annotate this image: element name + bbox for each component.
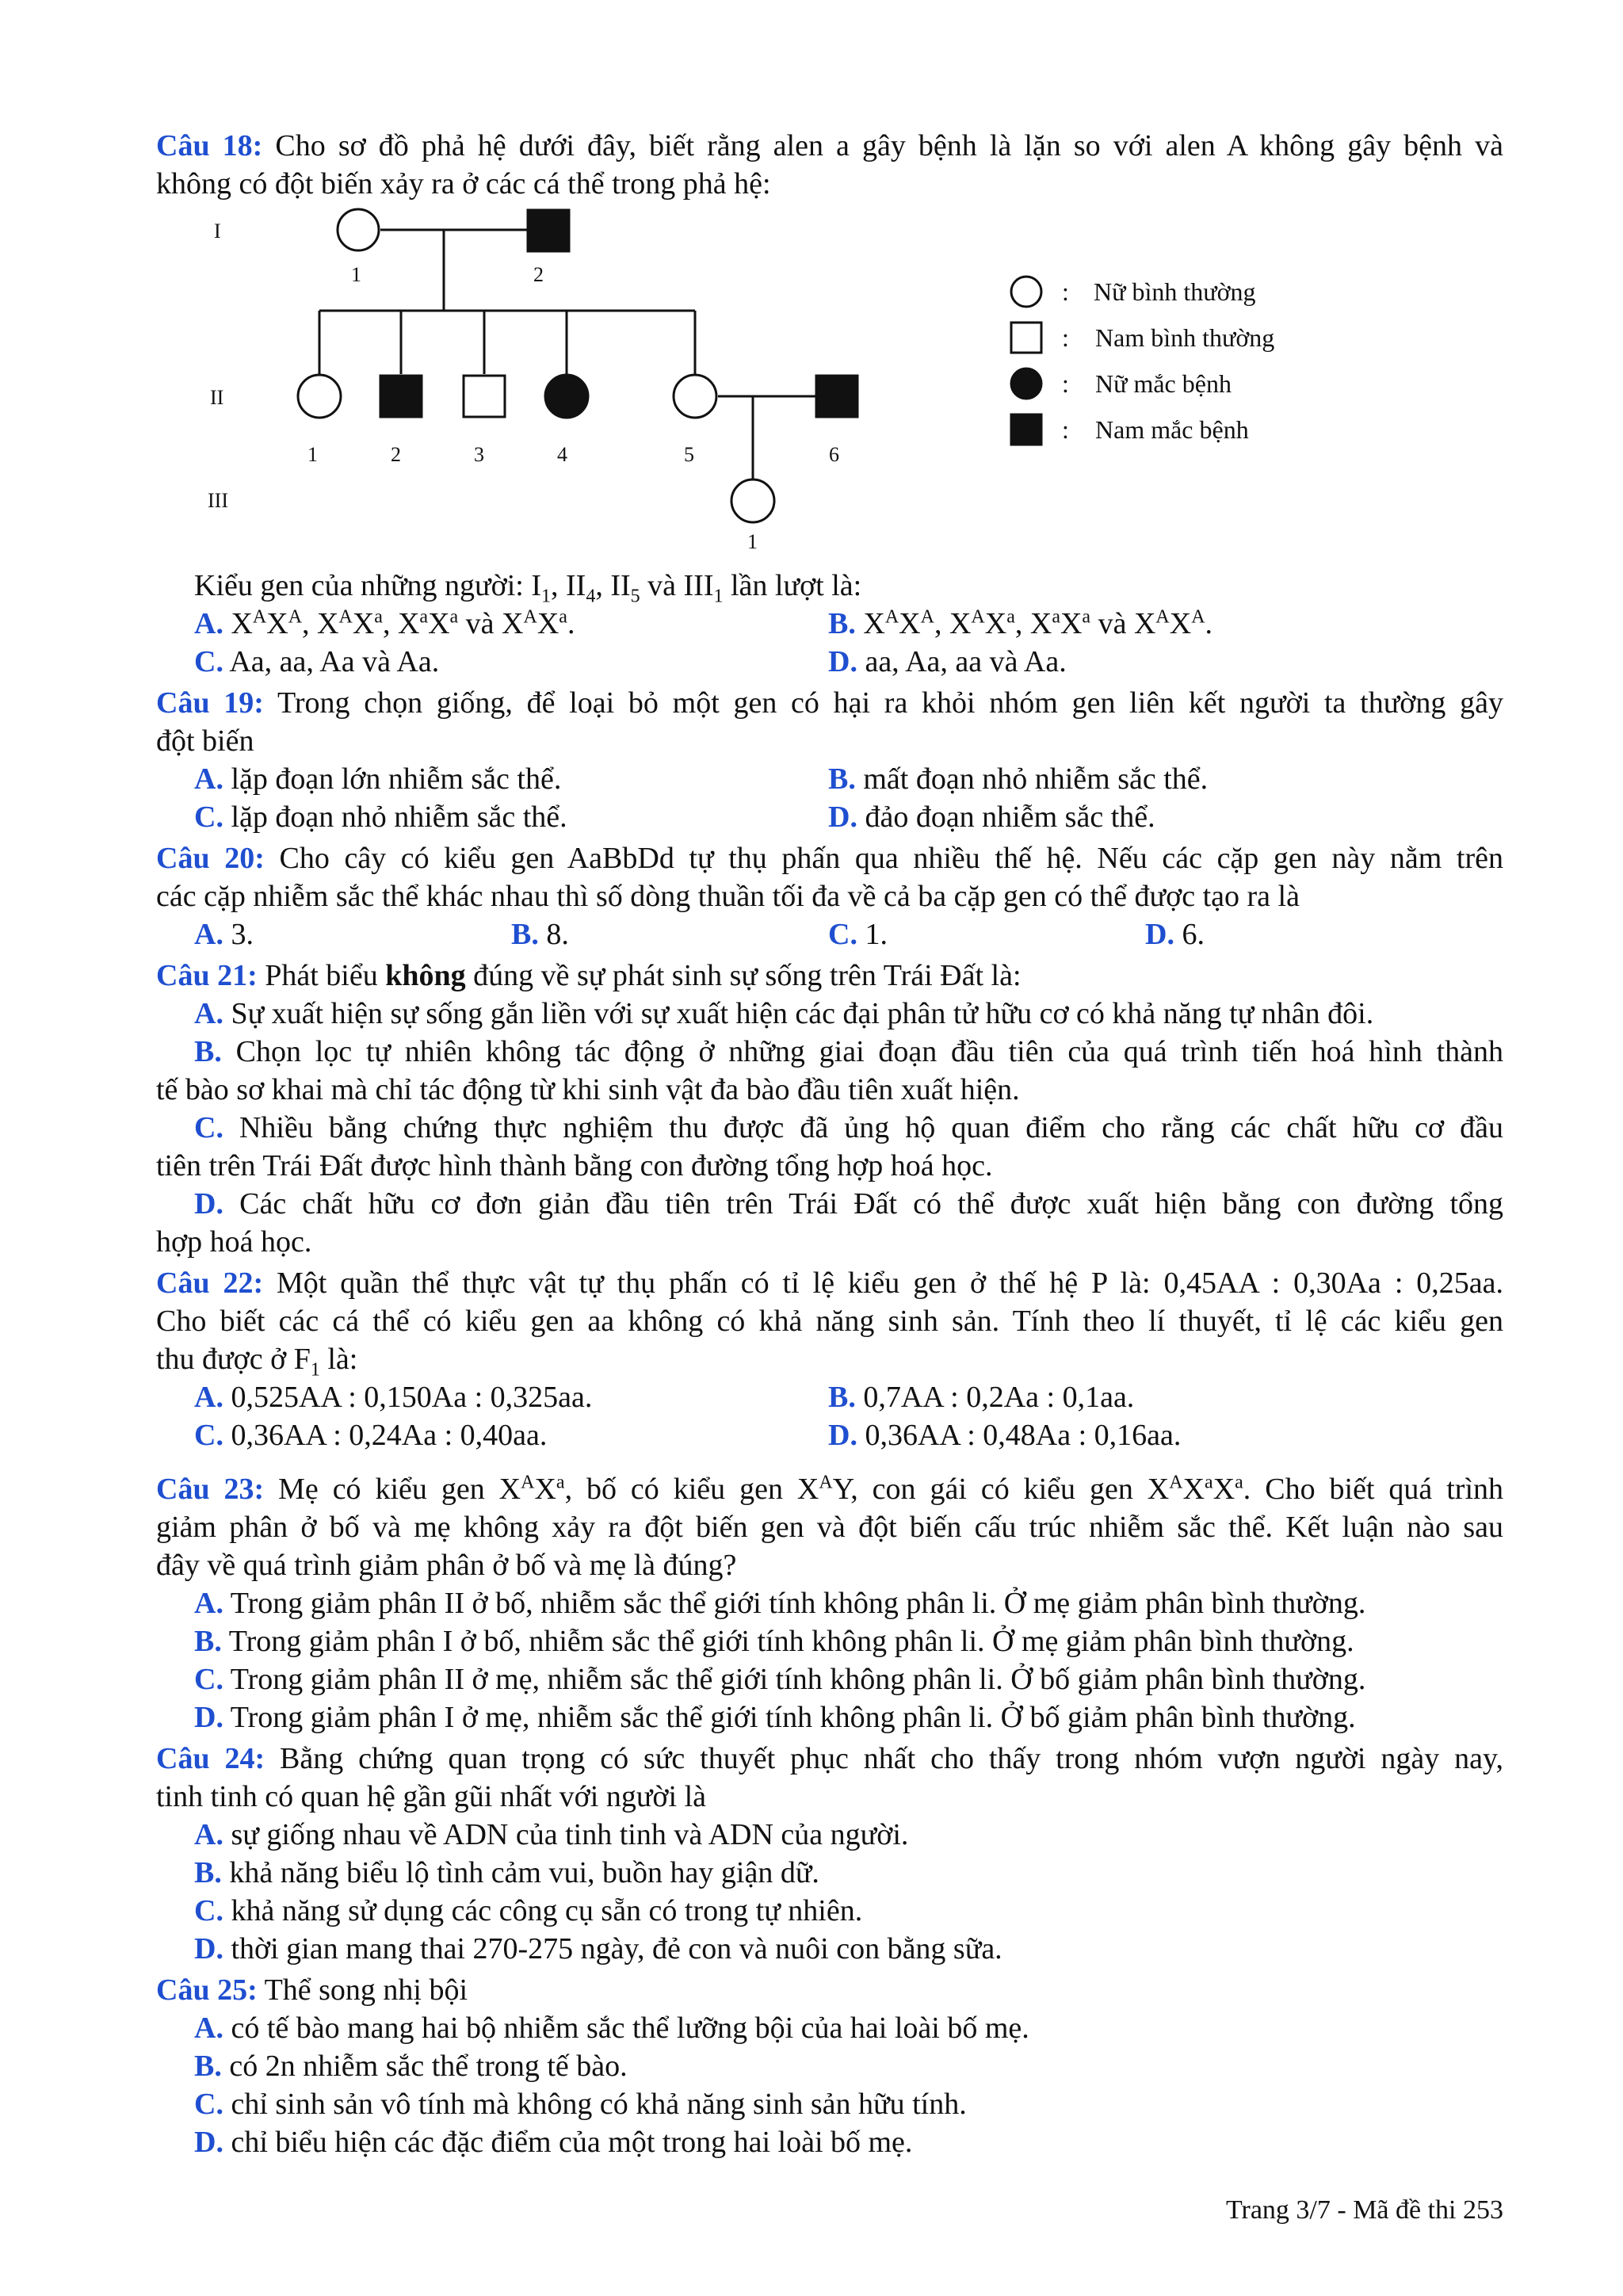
gen2-3-male-normal <box>464 376 505 417</box>
q18-text1: Cho sơ đồ phả hệ dưới đây, biết rằng alen a gây bệnh là lặn so với alen A không gây bệnh và <box>275 129 1503 162</box>
option-letter: C. <box>828 918 857 951</box>
q22-line3-sub: 1 <box>310 1359 320 1381</box>
legend-colon-4: : <box>1062 415 1069 444</box>
option-text: Trong giảm phân I ở mẹ, nhiễm sắc thể giới tính không phân li. Ở bố giảm phân bình thường. <box>230 1701 1356 1734</box>
gen2-5-female-normal <box>674 375 716 418</box>
option-text: 6. <box>1182 918 1205 951</box>
option-letter: C. <box>194 1419 223 1452</box>
legend-male-normal: Nam bình thường <box>1095 323 1275 352</box>
q18-stem-p5: lần lượt là: <box>723 569 862 602</box>
option-text: 0,7AA : 0,2Aa : 0,1aa. <box>863 1381 1135 1414</box>
option-letter: A. <box>194 1818 223 1851</box>
num-II5: 5 <box>684 443 694 466</box>
q20-option-a[interactable] <box>194 915 254 953</box>
option-text: Trong giảm phân II ở bố, nhiễm sắc thể giới tính không phân li. Ở mẹ giảm phân bình thường. <box>230 1587 1366 1620</box>
q23-line2: giảm phân ở bố và mẹ không xảy ra đột biến gen và đột biến cấu trúc nhiễm sắc thể. Kết luận nào sau <box>156 1511 1503 1544</box>
option-text: lặp đoạn nhỏ nhiễm sắc thể. <box>231 800 567 834</box>
option-letter: B. <box>194 2050 222 2083</box>
num-II1: 1 <box>307 443 318 466</box>
q19-option-b[interactable] <box>828 760 1208 798</box>
q21-option-b[interactable] <box>194 1033 1503 1071</box>
q19-line1 <box>156 684 1503 722</box>
q25-line1 <box>156 1971 1503 2009</box>
option-letter: C. <box>194 1663 223 1696</box>
q19-option-d[interactable] <box>828 798 1155 836</box>
q18-stem-s1: 1 <box>541 586 552 607</box>
q25-option-b[interactable] <box>194 2047 1503 2085</box>
option-text: Sự xuất hiện sự sống gắn liền với sự xuất hiện các đại phân tử hữu cơ có khả năng tự nhân đôi. <box>231 997 1374 1030</box>
q22-option-d[interactable] <box>828 1416 1181 1454</box>
option-letter: A. <box>194 918 223 951</box>
q21-post: đúng về sự phát sinh sự sống trên Trái Đất là: <box>473 959 1022 992</box>
option-letter: B. <box>828 762 856 796</box>
option-letter: D. <box>1145 918 1174 951</box>
q19-line2: đột biến <box>156 724 254 758</box>
option-text: khả năng sử dụng các công cụ sẵn có trong tự nhiên. <box>231 1894 863 1927</box>
option-text: mất đoạn nhỏ nhiễm sắc thể. <box>863 762 1209 796</box>
legend-colon-2: : <box>1062 323 1069 352</box>
q24-line1 <box>156 1740 1503 1778</box>
q24-option-b[interactable] <box>194 1854 1503 1892</box>
option-text: 8. <box>546 918 569 951</box>
q20-line1 <box>156 839 1503 877</box>
gen2-2-male-affected <box>380 376 422 417</box>
q22-option-a[interactable] <box>194 1378 592 1416</box>
option-text: 0,36AA : 0,24Aa : 0,40aa. <box>231 1419 548 1452</box>
option-letter: D. <box>828 1419 857 1452</box>
q21-bold: không <box>385 959 466 992</box>
legend-colon-1: : <box>1062 277 1069 306</box>
gen1-female-normal <box>338 209 379 250</box>
q22-option-c[interactable] <box>194 1416 547 1454</box>
option-text: có tế bào mang hai bộ nhiễm sắc thể lưỡng bội của hai loài bố mẹ. <box>231 2011 1029 2045</box>
legend-female-normal-symbol <box>1011 277 1041 307</box>
option-letter: A. <box>194 2011 223 2045</box>
legend-female-normal: Nữ bình thường <box>1094 277 1256 306</box>
option-letter: A. <box>194 762 223 796</box>
legend-male-affected-symbol <box>1011 415 1041 445</box>
option-letter: A. <box>194 997 223 1030</box>
q20-option-c[interactable] <box>828 915 888 953</box>
q20-option-b[interactable] <box>511 915 569 953</box>
gen1-male-affected <box>528 210 569 251</box>
option-text: 0,36AA : 0,48Aa : 0,16aa. <box>865 1419 1182 1452</box>
q18-stem-s3: 5 <box>630 586 640 607</box>
option-text: Aa, aa, Aa và Aa. <box>229 645 440 678</box>
q18-line2: không có đột biến xảy ra ở các cá thể trong phả hệ: <box>156 167 771 201</box>
q23-line1: Câu 23: Mẹ có kiểu gen $X^AX^a$, bố có kiểu gen $X^AY$, con gái có kiểu gen $X^AX^aX^a$. Cho biết quá trình <box>156 1472 1503 1506</box>
option-letter: D. <box>828 645 857 678</box>
legend-female-affected: Nữ mắc bệnh <box>1095 369 1232 398</box>
option-text: 1. <box>865 918 888 951</box>
option-letter: D. <box>194 1187 223 1221</box>
gen2-4-female-affected <box>545 375 588 418</box>
option-text: sự giống nhau về ADN của tinh tinh và ADN của người. <box>231 1818 909 1851</box>
q18-line1 <box>156 127 1503 165</box>
q21-pre: Phát biểu <box>265 959 378 992</box>
option-letter: C. <box>194 1111 223 1144</box>
q22-text1: Một quần thể thực vật tự thụ phấn có tỉ lệ kiểu gen ở thế hệ P là: 0,45AA : 0,30Aa : 0,25aa. <box>277 1266 1503 1300</box>
pedigree-individuals <box>298 209 857 522</box>
num-II2: 2 <box>391 443 401 466</box>
gen2-1-female-normal <box>298 375 341 418</box>
option-text: 0,525AA : 0,150Aa : 0,325aa. <box>231 1381 593 1414</box>
pedigree-lines <box>319 230 816 479</box>
q18-stem-p1: Kiểu gen của những người: I <box>194 569 542 602</box>
q24-option-c[interactable] <box>194 1892 1503 1930</box>
q18-option-b[interactable]: B. $X^AX^A$, $X^AX^a$, $X^aX^a$ và $X^AX^A$. <box>828 606 1213 640</box>
q20-text1: Cho cây có kiểu gen AaBbDd tự thụ phấn qua nhiều thế hệ. Nếu các cặp gen này nằm trên <box>279 842 1504 875</box>
q19-option-a[interactable] <box>194 760 561 798</box>
pedigree-chart <box>190 206 919 555</box>
generation-labels <box>208 220 228 512</box>
gen-label-I: I <box>214 220 221 243</box>
q21-option-b-cont: tế bào sơ khai mà chỉ tác động từ khi sinh vật đa bào đầu tiên xuất hiện. <box>156 1073 1020 1106</box>
option-letter: B. <box>194 1856 222 1889</box>
q20-label: Câu 20: <box>156 842 265 875</box>
q24-option-a[interactable] <box>194 1816 1503 1854</box>
q18-stem <box>194 567 861 605</box>
q18-stem-s4: 1 <box>713 586 724 607</box>
legend-male-normal-symbol <box>1011 323 1041 353</box>
option-letter: C. <box>194 1894 223 1927</box>
legend-male-affected: Nam mắc bệnh <box>1095 415 1249 444</box>
num-II6: 6 <box>829 443 839 466</box>
option-letter: C. <box>194 645 223 678</box>
q18-option-a[interactable]: A. $X^AX^A$, $X^AX^a$, $X^aX^a$ và $X^AX^a$. <box>194 606 575 640</box>
q22-line3-pre: thu được ở F <box>156 1343 311 1376</box>
q24-text1: Bằng chứng quan trọng có sức thuyết phục nhất cho thấy trong nhóm vượn người ngày nay, <box>280 1742 1504 1775</box>
q21-option-c[interactable] <box>194 1109 1503 1147</box>
q21-option-a[interactable] <box>194 995 1503 1033</box>
q24-label: Câu 24: <box>156 1742 265 1775</box>
gen3-1-female-normal <box>731 479 774 522</box>
q21-line1 <box>156 957 1503 995</box>
gen-label-II: II <box>210 386 224 409</box>
q18-stem-p3: , II <box>595 569 631 602</box>
option-text: Trong giảm phân II ở mẹ, nhiễm sắc thể giới tính không phân li. Ở bố giảm phân bình thường. <box>230 1663 1366 1696</box>
option-text: Các chất hữu cơ đơn giản đầu tiên trên Trái Đất có thể được xuất hiện bằng con đường tổng <box>239 1187 1504 1221</box>
q21-option-c-cont: tiên trên Trái Đất được hình thành bằng con đường tổng hợp hoá học. <box>156 1149 993 1182</box>
q19-option-c[interactable] <box>194 798 567 836</box>
option-letter: C. <box>194 2088 223 2121</box>
q22-line1 <box>156 1264 1503 1302</box>
option-text: lặp đoạn lớn nhiễm sắc thể. <box>231 762 562 796</box>
gen2-6-male-affected <box>816 376 857 417</box>
q18-option-c[interactable] <box>194 643 439 681</box>
option-text: Chọn lọc tự nhiên không tác động ở những giai đoạn đầu tiên của quá trình tiến hoá hình thành <box>235 1035 1503 1068</box>
q19-label: Câu 19: <box>156 686 264 720</box>
legend-female-affected-symbol <box>1011 369 1041 399</box>
option-text: Trong giảm phân I ở bố, nhiễm sắc thể giới tính không phân li. Ở mẹ giảm phân bình thường. <box>228 1625 1354 1658</box>
q22-label: Câu 22: <box>156 1266 264 1300</box>
option-letter: C. <box>194 800 223 834</box>
option-text: có 2n nhiễm sắc thể trong tế bào. <box>229 2050 628 2083</box>
option-letter: B. <box>828 1381 856 1414</box>
q24-option-d[interactable] <box>194 1930 1503 1968</box>
option-text: khả năng biểu lộ tình cảm vui, buồn hay giận dữ. <box>229 1856 819 1889</box>
option-letter: D. <box>828 800 857 834</box>
q18-stem-p2: , II <box>551 569 586 602</box>
gen-label-III: III <box>208 489 228 512</box>
option-text: Nhiều bằng chứng thực nghiệm thu được đã ủng hộ quan điểm cho rằng các chất hữu cơ đầu <box>239 1111 1504 1144</box>
option-text: đảo đoạn nhiễm sắc thể. <box>865 800 1155 834</box>
q25-option-a[interactable] <box>194 2009 1503 2047</box>
q21-option-d[interactable] <box>194 1185 1503 1223</box>
q18-stem-s2: 4 <box>586 586 596 607</box>
option-letter: A. <box>194 1381 223 1414</box>
q22-line3-post: là: <box>319 1343 358 1376</box>
pedigree-legend <box>999 268 1331 450</box>
option-letter: B. <box>511 918 539 951</box>
page-footer: Trang 3/7 - Mã đề thi 253 <box>1225 2195 1503 2225</box>
q19-text1: Trong chọn giống, để loại bỏ một gen có hại ra khỏi nhóm gen liên kết người ta thường gây <box>277 686 1503 720</box>
option-text: 3. <box>231 918 254 951</box>
q20-option-d[interactable] <box>1145 915 1205 953</box>
q18-stem-p4: và III <box>640 569 714 602</box>
option-letter: A. <box>194 1587 223 1620</box>
q23-line3: đây về quá trình giảm phân ở bố và mẹ là đúng? <box>156 1549 737 1582</box>
num-I1: 1 <box>351 263 361 286</box>
q23-option-b[interactable] <box>194 1622 1503 1660</box>
q18-option-d[interactable] <box>828 643 1067 681</box>
option-letter: B. <box>828 607 856 640</box>
option-letter: A. <box>194 607 223 640</box>
option-letter: D. <box>194 2126 223 2159</box>
option-text: chỉ sinh sản vô tính mà không có khả năng sinh sản hữu tính. <box>231 2088 967 2121</box>
q22-option-b[interactable] <box>828 1378 1134 1416</box>
option-text: thời gian mang thai 270-275 ngày, đẻ con và nuôi con bằng sữa. <box>231 1932 1002 1966</box>
option-letter: D. <box>194 1701 223 1734</box>
q22-line2: Cho biết các cá thể có kiểu gen aa không có khả năng sinh sản. Tính theo lí thuyết, tỉ lệ các kiểu gen <box>156 1305 1503 1338</box>
q25-text1: Thể song nhị bội <box>264 1973 468 2007</box>
num-III1: 1 <box>747 530 758 553</box>
q21-label: Câu 21: <box>156 959 258 992</box>
num-II3: 3 <box>474 443 484 466</box>
legend-colon-3: : <box>1062 369 1069 398</box>
q23-label: Câu 23: <box>156 1473 265 1506</box>
option-text: chỉ biểu hiện các đặc điểm của một trong hai loài bố mẹ. <box>231 2126 913 2159</box>
q25-label: Câu 25: <box>156 1973 258 2007</box>
q20-line2: các cặp nhiễm sắc thể khác nhau thì số dòng thuần tối đa về cả ba cặp gen có thể được tạo ra là <box>156 880 1300 913</box>
q23-option-a[interactable] <box>194 1584 1503 1622</box>
option-letter: D. <box>194 1932 223 1966</box>
q24-line2: tinh tinh có quan hệ gần gũi nhất với người là <box>156 1780 707 1813</box>
q23-option-c[interactable] <box>194 1660 1503 1698</box>
q18-label: Câu 18: <box>156 129 263 162</box>
q22-line3 <box>156 1340 1503 1381</box>
q25-option-d[interactable] <box>194 2123 1503 2161</box>
num-II4: 4 <box>557 443 567 466</box>
q21-option-d-cont: hợp hoá học. <box>156 1225 312 1259</box>
q25-option-c[interactable] <box>194 2085 1503 2123</box>
option-letter: B. <box>194 1625 222 1658</box>
q23-option-d[interactable] <box>194 1698 1503 1736</box>
option-text: aa, Aa, aa và Aa. <box>865 645 1067 678</box>
num-I2: 2 <box>533 263 544 286</box>
option-letter: B. <box>194 1035 222 1068</box>
